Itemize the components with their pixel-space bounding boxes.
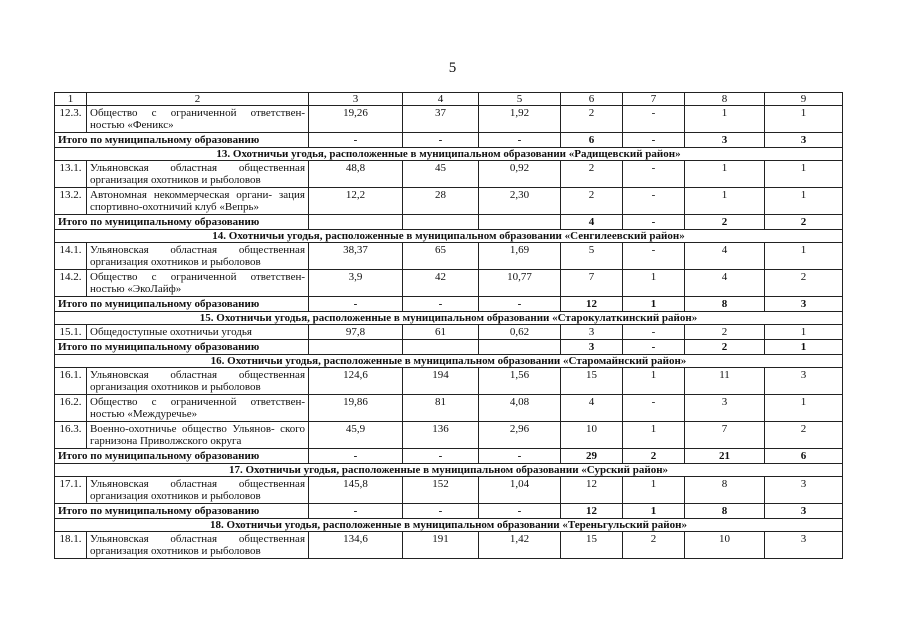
value-cell: 194 xyxy=(403,368,479,395)
value-cell: 1,04 xyxy=(479,477,561,504)
value-cell: 3 xyxy=(561,325,623,340)
organization-name-cell: Общество с ограниченной ответствен- ностью «Междуречье» xyxy=(87,395,309,422)
table-row xyxy=(55,243,843,270)
total-value-cell xyxy=(309,340,403,355)
table-row xyxy=(55,477,843,504)
total-value-cell xyxy=(309,215,403,230)
value-cell: 2 xyxy=(685,325,765,340)
value-cell: - xyxy=(623,395,685,422)
total-value-cell: - xyxy=(623,340,685,355)
total-value-cell: 1 xyxy=(623,504,685,519)
value-cell: - xyxy=(623,106,685,133)
value-cell: 1 xyxy=(685,188,765,215)
total-value-cell: 8 xyxy=(685,297,765,312)
total-value-cell xyxy=(479,215,561,230)
value-cell: 145,8 xyxy=(309,477,403,504)
section-heading-row xyxy=(55,464,843,477)
value-cell: 10 xyxy=(685,532,765,559)
value-cell: 1 xyxy=(765,395,843,422)
value-cell: 2 xyxy=(623,532,685,559)
value-cell: 124,6 xyxy=(309,368,403,395)
value-cell: 2 xyxy=(765,422,843,449)
total-value-cell: 3 xyxy=(765,297,843,312)
value-cell: 2 xyxy=(561,161,623,188)
table-row xyxy=(55,368,843,395)
table-body xyxy=(55,93,843,559)
total-value-cell: - xyxy=(309,133,403,148)
row-number-cell: 16.2. xyxy=(55,395,87,422)
row-number-cell: 16.1. xyxy=(55,368,87,395)
header-cell: 4 xyxy=(403,93,479,106)
value-cell: 1 xyxy=(765,243,843,270)
total-row xyxy=(55,449,843,464)
value-cell: 5 xyxy=(561,243,623,270)
value-cell: 2 xyxy=(561,188,623,215)
organization-name-cell: Ульяновская областная общественная организация охотников и рыболовов xyxy=(87,368,309,395)
value-cell: - xyxy=(623,161,685,188)
value-cell: 2,96 xyxy=(479,422,561,449)
total-value-cell: 3 xyxy=(765,504,843,519)
header-cell: 8 xyxy=(685,93,765,106)
total-value-cell: 12 xyxy=(561,504,623,519)
table-row xyxy=(55,395,843,422)
total-row xyxy=(55,215,843,230)
table-row xyxy=(55,532,843,559)
value-cell: 2 xyxy=(765,270,843,297)
section-heading: 13. Охотничьи угодья, расположенные в муниципальном образовании «Радищевский район» xyxy=(55,148,843,161)
organization-name-cell: Ульяновская областная общественная организация охотников и рыболовов xyxy=(87,477,309,504)
total-value-cell xyxy=(479,340,561,355)
total-label-cell: Итого по муниципальному образованию xyxy=(55,133,309,148)
total-value-cell: 6 xyxy=(765,449,843,464)
value-cell: - xyxy=(623,325,685,340)
header-cell: 9 xyxy=(765,93,843,106)
value-cell: 1 xyxy=(623,422,685,449)
total-value-cell: 3 xyxy=(685,133,765,148)
table-row xyxy=(55,325,843,340)
value-cell: 3 xyxy=(685,395,765,422)
total-value-cell: - xyxy=(403,297,479,312)
row-number-cell: 15.1. xyxy=(55,325,87,340)
organization-name-cell: Ульяновская областная общественная организация охотников и рыболовов xyxy=(87,161,309,188)
value-cell: 10 xyxy=(561,422,623,449)
section-heading-row xyxy=(55,519,843,532)
organization-name-cell: Общедоступные охотничьи угодья xyxy=(87,325,309,340)
page-number: 5 xyxy=(448,60,457,76)
value-cell: 61 xyxy=(403,325,479,340)
value-cell: 134,6 xyxy=(309,532,403,559)
value-cell: 15 xyxy=(561,532,623,559)
value-cell: 1,69 xyxy=(479,243,561,270)
value-cell: 19,86 xyxy=(309,395,403,422)
row-number-cell: 13.1. xyxy=(55,161,87,188)
value-cell: 0,92 xyxy=(479,161,561,188)
table-row xyxy=(55,106,843,133)
value-cell: 65 xyxy=(403,243,479,270)
total-value-cell: - xyxy=(309,449,403,464)
total-value-cell xyxy=(403,215,479,230)
total-value-cell: 1 xyxy=(765,340,843,355)
total-value-cell: 6 xyxy=(561,133,623,148)
value-cell: 37 xyxy=(403,106,479,133)
value-cell: 15 xyxy=(561,368,623,395)
total-value-cell: - xyxy=(623,133,685,148)
value-cell: - xyxy=(623,243,685,270)
hunting-grounds-table xyxy=(54,92,843,559)
total-value-cell: 8 xyxy=(685,504,765,519)
section-heading-row xyxy=(55,230,843,243)
value-cell: 1 xyxy=(765,188,843,215)
total-value-cell: 3 xyxy=(765,133,843,148)
header-cell: 6 xyxy=(561,93,623,106)
organization-name-cell: Военно-охотничье общество Ульянов- ского гарнизона Приволжского округа xyxy=(87,422,309,449)
row-number-cell: 12.3. xyxy=(55,106,87,133)
value-cell: 191 xyxy=(403,532,479,559)
value-cell: 3 xyxy=(765,368,843,395)
value-cell: 3,9 xyxy=(309,270,403,297)
organization-name-cell: Ульяновская областная общественная организация охотников и рыболовов xyxy=(87,243,309,270)
value-cell: 1 xyxy=(623,270,685,297)
value-cell: 4 xyxy=(685,243,765,270)
header-cell: 5 xyxy=(479,93,561,106)
row-number-cell: 14.2. xyxy=(55,270,87,297)
value-cell: 1 xyxy=(623,368,685,395)
value-cell: 8 xyxy=(685,477,765,504)
value-cell: 1 xyxy=(765,161,843,188)
total-value-cell: 12 xyxy=(561,297,623,312)
total-label-cell: Итого по муниципальному образованию xyxy=(55,297,309,312)
value-cell: 10,77 xyxy=(479,270,561,297)
value-cell: 1 xyxy=(685,106,765,133)
total-label-cell: Итого по муниципальному образованию xyxy=(55,215,309,230)
total-value-cell: 2 xyxy=(623,449,685,464)
total-value-cell: - xyxy=(403,504,479,519)
header-cell: 1 xyxy=(55,93,87,106)
value-cell: 4 xyxy=(685,270,765,297)
value-cell: 48,8 xyxy=(309,161,403,188)
total-row xyxy=(55,297,843,312)
value-cell: 42 xyxy=(403,270,479,297)
section-heading-row xyxy=(55,355,843,368)
value-cell: 1 xyxy=(623,477,685,504)
total-value-cell: - xyxy=(403,133,479,148)
total-value-cell: 4 xyxy=(561,215,623,230)
total-value-cell: 2 xyxy=(685,215,765,230)
value-cell: 45,9 xyxy=(309,422,403,449)
value-cell: 136 xyxy=(403,422,479,449)
value-cell: 12,2 xyxy=(309,188,403,215)
value-cell: 45 xyxy=(403,161,479,188)
header-cell: 3 xyxy=(309,93,403,106)
total-value-cell: - xyxy=(403,449,479,464)
value-cell: 7 xyxy=(685,422,765,449)
value-cell: 1 xyxy=(685,161,765,188)
value-cell: 2,30 xyxy=(479,188,561,215)
header-row xyxy=(55,93,843,106)
total-value-cell: 21 xyxy=(685,449,765,464)
total-value-cell: - xyxy=(309,504,403,519)
total-value-cell: - xyxy=(479,133,561,148)
row-number-cell: 18.1. xyxy=(55,532,87,559)
total-row xyxy=(55,340,843,355)
value-cell: 1 xyxy=(765,106,843,133)
total-value-cell: - xyxy=(309,297,403,312)
section-heading-row xyxy=(55,148,843,161)
row-number-cell: 16.3. xyxy=(55,422,87,449)
row-number-cell: 17.1. xyxy=(55,477,87,504)
row-number-cell: 13.2. xyxy=(55,188,87,215)
total-value-cell: - xyxy=(479,297,561,312)
total-label-cell: Итого по муниципальному образованию xyxy=(55,340,309,355)
section-heading: 15. Охотничьи угодья, расположенные в муниципальном образовании «Старокулаткинский район» xyxy=(55,312,843,325)
row-number-cell: 14.1. xyxy=(55,243,87,270)
section-heading: 17. Охотничьи угодья, расположенные в муниципальном образовании «Сурский район» xyxy=(55,464,843,477)
value-cell: 152 xyxy=(403,477,479,504)
total-value-cell: - xyxy=(623,215,685,230)
header-cell: 7 xyxy=(623,93,685,106)
value-cell: 1,56 xyxy=(479,368,561,395)
value-cell: 1,42 xyxy=(479,532,561,559)
table-row xyxy=(55,270,843,297)
value-cell: 19,26 xyxy=(309,106,403,133)
total-value-cell: 29 xyxy=(561,449,623,464)
value-cell: - xyxy=(623,188,685,215)
section-heading-row xyxy=(55,312,843,325)
value-cell: 97,8 xyxy=(309,325,403,340)
total-value-cell: - xyxy=(479,504,561,519)
value-cell: 1,92 xyxy=(479,106,561,133)
value-cell: 28 xyxy=(403,188,479,215)
value-cell: 7 xyxy=(561,270,623,297)
section-heading: 18. Охотничьи угодья, расположенные в муниципальном образовании «Тереньгульский район» xyxy=(55,519,843,532)
table-row xyxy=(55,188,843,215)
total-label-cell: Итого по муниципальному образованию xyxy=(55,504,309,519)
table-row xyxy=(55,161,843,188)
value-cell: 12 xyxy=(561,477,623,504)
total-value-cell: 3 xyxy=(561,340,623,355)
section-heading: 16. Охотничьи угодья, расположенные в муниципальном образовании «Старомайнский район» xyxy=(55,355,843,368)
organization-name-cell: Автономная некоммерческая органи- зация спортивно-охотничий клуб «Вепрь» xyxy=(87,188,309,215)
table-row xyxy=(55,422,843,449)
section-heading: 14. Охотничьи угодья, расположенные в муниципальном образовании «Сенгилеевский район» xyxy=(55,230,843,243)
value-cell: 2 xyxy=(561,106,623,133)
total-row xyxy=(55,504,843,519)
value-cell: 81 xyxy=(403,395,479,422)
total-value-cell: 1 xyxy=(623,297,685,312)
header-cell: 2 xyxy=(87,93,309,106)
value-cell: 4 xyxy=(561,395,623,422)
total-value-cell: 2 xyxy=(685,340,765,355)
value-cell: 0,62 xyxy=(479,325,561,340)
value-cell: 3 xyxy=(765,477,843,504)
total-value-cell xyxy=(403,340,479,355)
total-value-cell: 2 xyxy=(765,215,843,230)
value-cell: 1 xyxy=(765,325,843,340)
total-value-cell: - xyxy=(479,449,561,464)
total-row xyxy=(55,133,843,148)
value-cell: 38,37 xyxy=(309,243,403,270)
value-cell: 11 xyxy=(685,368,765,395)
organization-name-cell: Общество с ограниченной ответствен- ностью «Феникс» xyxy=(87,106,309,133)
value-cell: 3 xyxy=(765,532,843,559)
value-cell: 4,08 xyxy=(479,395,561,422)
total-label-cell: Итого по муниципальному образованию xyxy=(55,449,309,464)
organization-name-cell: Общество с ограниченной ответствен- ностью «ЭкоЛайф» xyxy=(87,270,309,297)
organization-name-cell: Ульяновская областная общественная организация охотников и рыболовов xyxy=(87,532,309,559)
